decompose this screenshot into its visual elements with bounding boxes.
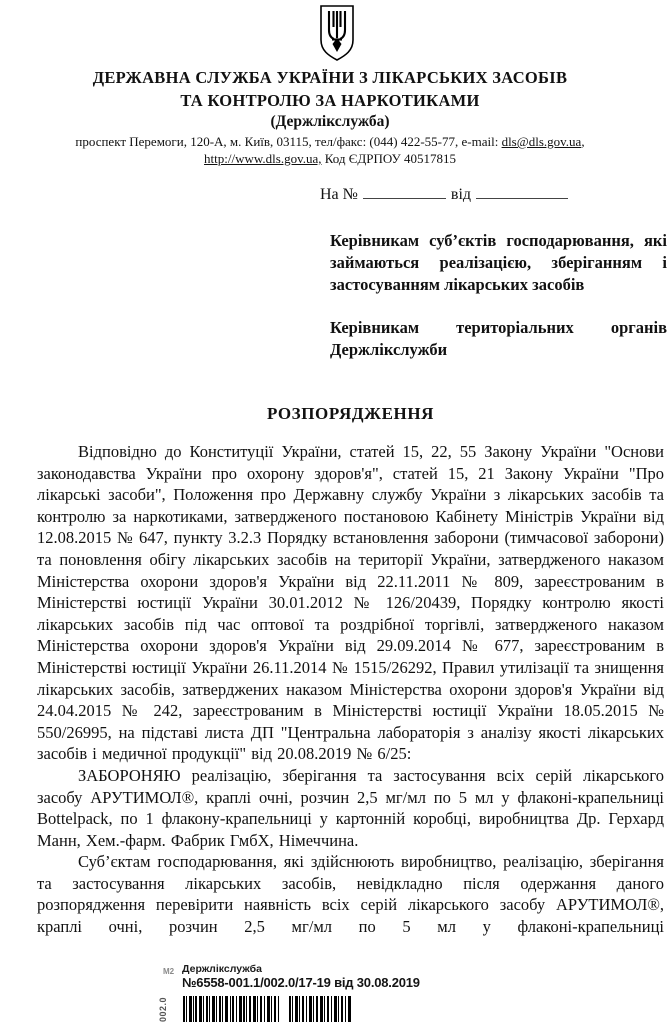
number-blank-field [363, 184, 446, 199]
ukraine-trident-icon [317, 4, 357, 62]
stamp-registration-number: №6558-001.1/002.0/17-19 від 30.08.2019 [182, 975, 420, 990]
recipient-1: Керівникам суб’єктів господарювання, які займаються реалізацією, зберіганням і застосуванням лікарських засобів [330, 231, 667, 294]
recipient-2: Керівникам територіальних органів Держлікслужби [330, 318, 667, 360]
email-link[interactable]: dls@dls.gov.ua [501, 134, 582, 149]
org-address-line [0, 134, 660, 150]
reference-line [320, 184, 573, 204]
stamp-side-code: 002.0 [158, 996, 168, 1022]
barcode-icon [183, 996, 351, 1027]
paragraph-legal-basis: Відповідно до Конституції України, статей 15, 22, 55 Закону України "Основи законодавства України про охорону здоров'я", статей 15, 21 Закону України "Про лікарські засоби", Положення про Державну службу України з лікарських засобів та контролю за наркотиками, затвердженого постановою Кабінету Міністрів України від 12.08.2015 № 647, пункту 3.2.3 Порядку встановлення заборони (тимчасової заборони) та поновлення обігу лікарських засобів на території України, затвердженого наказом Міністерства охорони здоров'я України від 22.11.2011 № 809, зареєстрованим в Міністерстві юстиції України 30.01.2012 № 126/20439, Порядку контролю якості лікарських засобів під час оптової та роздрібної торгівлі, затвердженого наказом Міністерства охорони здоров'я України від 29.09.2014 № 677, зареєстрованим в Міністерстві юстиції України 26.11.2014 № 1515/26292, Правил утилізації та знищення лікарських засобів, затверджених наказом Міністерства охорони здоров'я України від 24.04.2015 № 242, зареєстрованим в Міністерстві юстиції України 18.05.2015 № 550/26995, на підставі листа ДП "Центральна лабораторія з аналізу якості лікарських засобів і медичної продукції" від 20.08.2019 № 6/25: [37, 442, 664, 764]
org-url-line [0, 151, 660, 167]
address-text: проспект Перемоги, 120-А, м. Київ, 03115, тел/факс: (044) 422-55-77, e-mail: [75, 134, 502, 149]
address-comma: , [581, 134, 585, 149]
na-number-label: На № [320, 186, 358, 203]
stamp-org-name: Держлікслужба [182, 963, 262, 975]
date-blank-field [476, 184, 568, 199]
paragraph-instruction: Суб’єктам господарювання, які здійснюють виробництво, реалізацію, зберігання та застосування лікарських засобів, невідкладно після одержання даного розпорядження перевірити наявність всіх серій лікарського засобу АРУТИМОЛ®, краплі очні, розчин 2,5 мг/мл по 5 мл у флаконі-крапельниці [37, 852, 664, 937]
paragraph-prohibition: ЗАБОРОНЯЮ реалізацію, зберігання та застосування всіх серій лікарського засобу АРУТИМОЛ®, краплі очні, розчин 2,5 мг/мл по 5 мл у флаконі-крапельниці Bottelpack, по 1 флакону-крапельниці у картонній коробці, виробництва Др. Герхард Манн, Хем.-фарм. Фабрик ГмбХ, Німеччина. [37, 765, 664, 850]
recipients-block [330, 230, 667, 383]
edrpou-code: Код ЄДРПОУ 40517815 [321, 151, 456, 166]
document-body [37, 441, 664, 938]
org-name-line1: ДЕРЖАВНА СЛУЖБА УКРАЇНИ З ЛІКАРСЬКИХ ЗАСОБІВ [92, 68, 568, 87]
org-name-line2: ТА КОНТРОЛЮ ЗА НАРКОТИКАМИ [180, 91, 480, 110]
registration-stamp [150, 960, 440, 1026]
vid-label: від [450, 186, 472, 203]
org-short-name: (Держлікслужба) [270, 113, 390, 130]
website-link[interactable]: http://www.dls.gov.ua, [204, 151, 322, 166]
stamp-m2-code: М2 [163, 967, 175, 976]
document-title: РОЗПОРЯДЖЕННЯ [266, 404, 435, 423]
